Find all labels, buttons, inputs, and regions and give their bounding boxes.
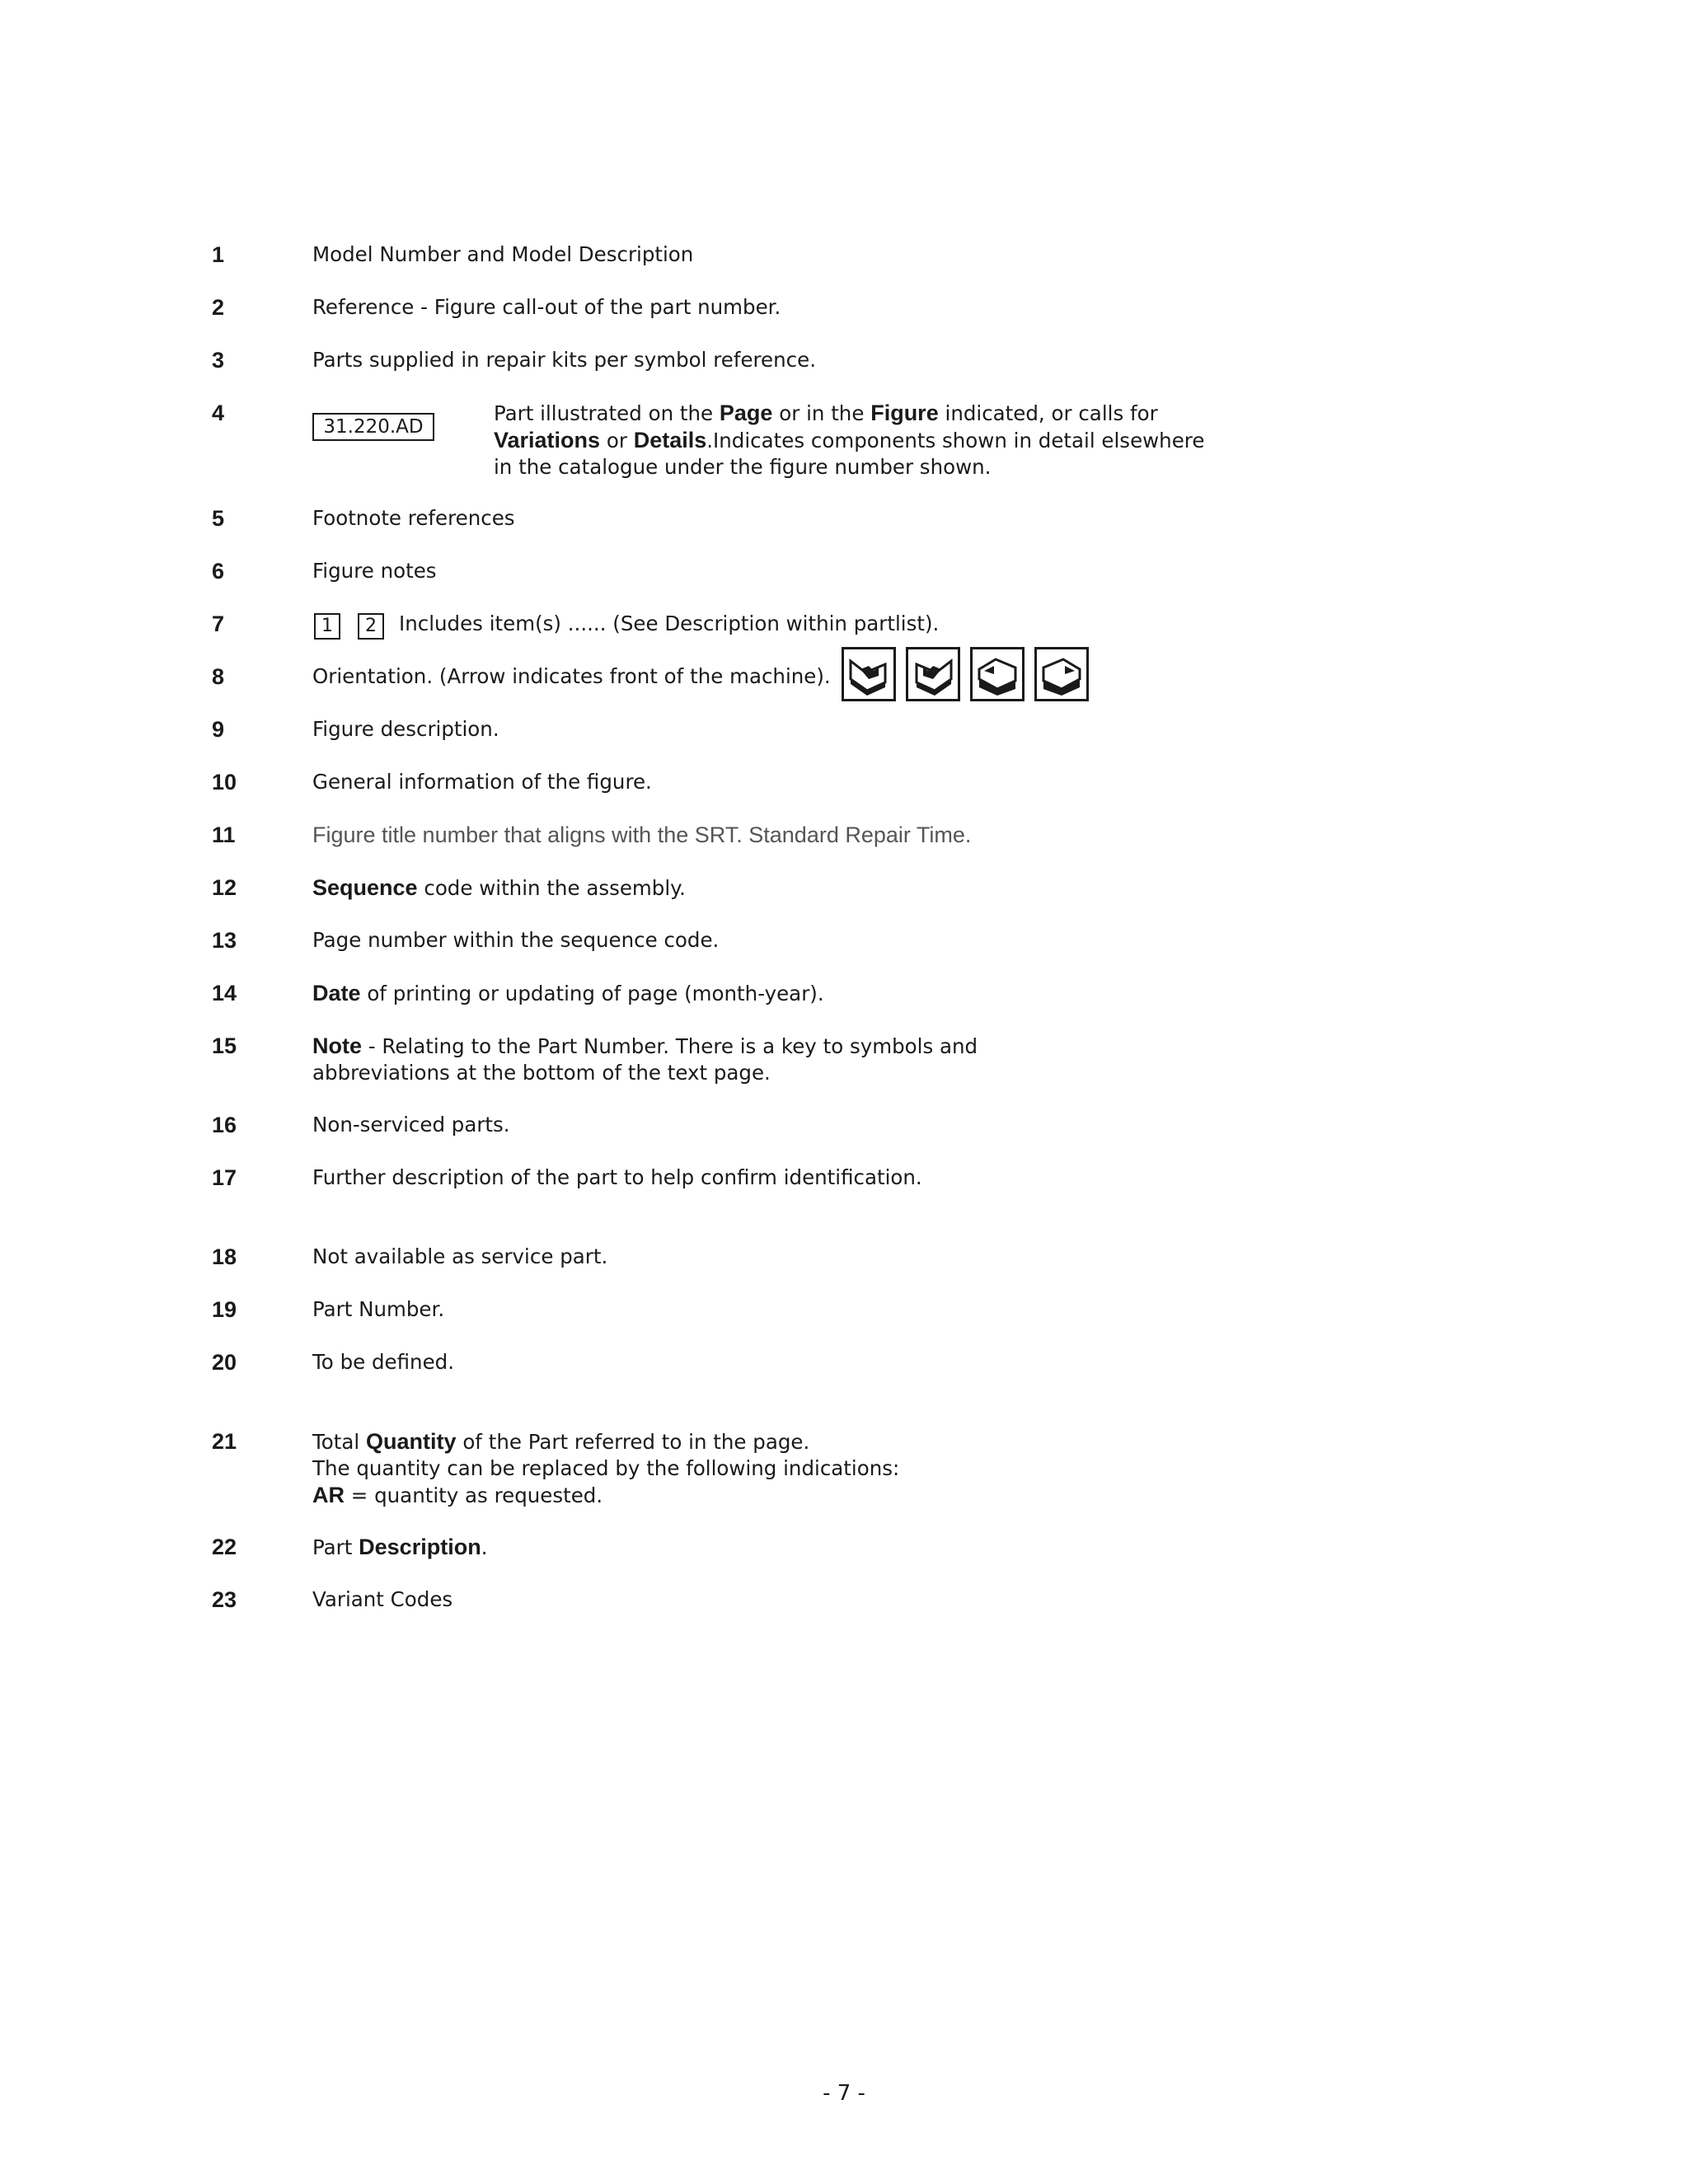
figure-reference-box: 31.220.AD (312, 413, 434, 441)
item-number: 7 (212, 612, 225, 636)
item-text: Further description of the part to help confirm identification. (312, 1165, 922, 1189)
item-text-bold: Description (359, 1535, 481, 1559)
item-number: 8 (212, 664, 225, 689)
item-number: 20 (212, 1350, 237, 1375)
item-text: Parts supplied in repair kits per symbol reference. (312, 348, 816, 372)
item-text-line: in the catalogue under the figure number shown. (494, 455, 992, 479)
orientation-front-left-icon (842, 647, 896, 701)
item-number: 15 (212, 1033, 237, 1058)
item-number: 1 (212, 242, 225, 267)
item-number: 16 (212, 1113, 237, 1137)
item-number: 3 (212, 348, 225, 373)
item-number: 23 (212, 1587, 237, 1612)
item-text-line: Total Quantity of the Part referred to in the page. (312, 1429, 810, 1454)
item-text-rest: of printing or updating of page (month-year). (360, 982, 824, 1005)
item-text-line: abbreviations at the bottom of the text page. (312, 1061, 771, 1085)
item-text-bold: Date (312, 981, 361, 1005)
item-number: 18 (212, 1244, 237, 1269)
item-number: 2 (212, 295, 225, 320)
item-number: 10 (212, 770, 237, 794)
item-text: Part Description. (312, 1535, 488, 1559)
item-number: 11 (212, 823, 236, 847)
item-text: Figure notes (312, 559, 437, 583)
item-text: Reference - Figure call-out of the part number. (312, 295, 781, 319)
item-text: Non-serviced parts. (312, 1113, 510, 1137)
item-text: Figure title number that aligns with the SRT. Standard Repair Time. (312, 823, 972, 847)
item-number: 14 (212, 981, 237, 1005)
item-number: 12 (212, 875, 237, 900)
orientation-front-right-icon (906, 647, 960, 701)
item-text: Footnote references (312, 506, 515, 530)
item-text-rest: code within the assembly. (417, 876, 686, 900)
item-number: 9 (212, 717, 225, 742)
item-text: To be defined. (312, 1350, 454, 1374)
item-number: 22 (212, 1535, 237, 1559)
item-text-bold: Quantity (366, 1429, 457, 1454)
item-text-line: Variations or Details.Indicates components shown in detail elsewhere (494, 428, 1205, 452)
item-number: 13 (212, 928, 237, 953)
item-text: Model Number and Model Description (312, 242, 694, 266)
item-text-line: The quantity can be replaced by the following indications: (312, 1456, 900, 1480)
item-text-multiline (312, 1033, 978, 1086)
item-text: Includes item(s) ...... (See Description within partlist). (399, 612, 940, 635)
item-text: Part Number. (312, 1297, 445, 1321)
item-text: Figure description. (312, 717, 499, 741)
item-text: Orientation. (Arrow indicates front of the machine). (312, 664, 831, 688)
item-box-2: 2 (358, 613, 384, 640)
item-number: 19 (212, 1297, 237, 1322)
item-number: 17 (212, 1165, 237, 1190)
item-number: 21 (212, 1429, 237, 1454)
item-number: 6 (212, 559, 225, 583)
item-text (312, 874, 686, 902)
item-text: Page number within the sequence code. (312, 928, 720, 952)
item-text-multiline (312, 1428, 899, 1509)
item-text: General information of the figure. (312, 770, 652, 794)
item-text-multiline (494, 400, 1204, 480)
item-text-line: Part illustrated on the Page or in the Figure indicated, or calls for (494, 401, 1158, 425)
item-number: 4 (212, 401, 225, 425)
page-number: - 7 - (823, 2081, 865, 2106)
item-box-1: 1 (314, 613, 340, 640)
item-text-bold: AR (312, 1483, 345, 1507)
item-text-bold: Sequence (312, 875, 418, 900)
item-text-bold: Note (312, 1033, 362, 1058)
item-text: Variant Codes (312, 1587, 453, 1611)
orientation-rear-left-icon (970, 647, 1025, 701)
orientation-rear-right-icon (1034, 647, 1089, 701)
item-text-line: AR = quantity as requested. (312, 1483, 603, 1507)
item-text: Not available as service part. (312, 1244, 608, 1268)
item-text-line: Note - Relating to the Part Number. There is a key to symbols and (312, 1033, 978, 1058)
item-text (312, 980, 824, 1007)
item-number: 5 (212, 506, 225, 531)
